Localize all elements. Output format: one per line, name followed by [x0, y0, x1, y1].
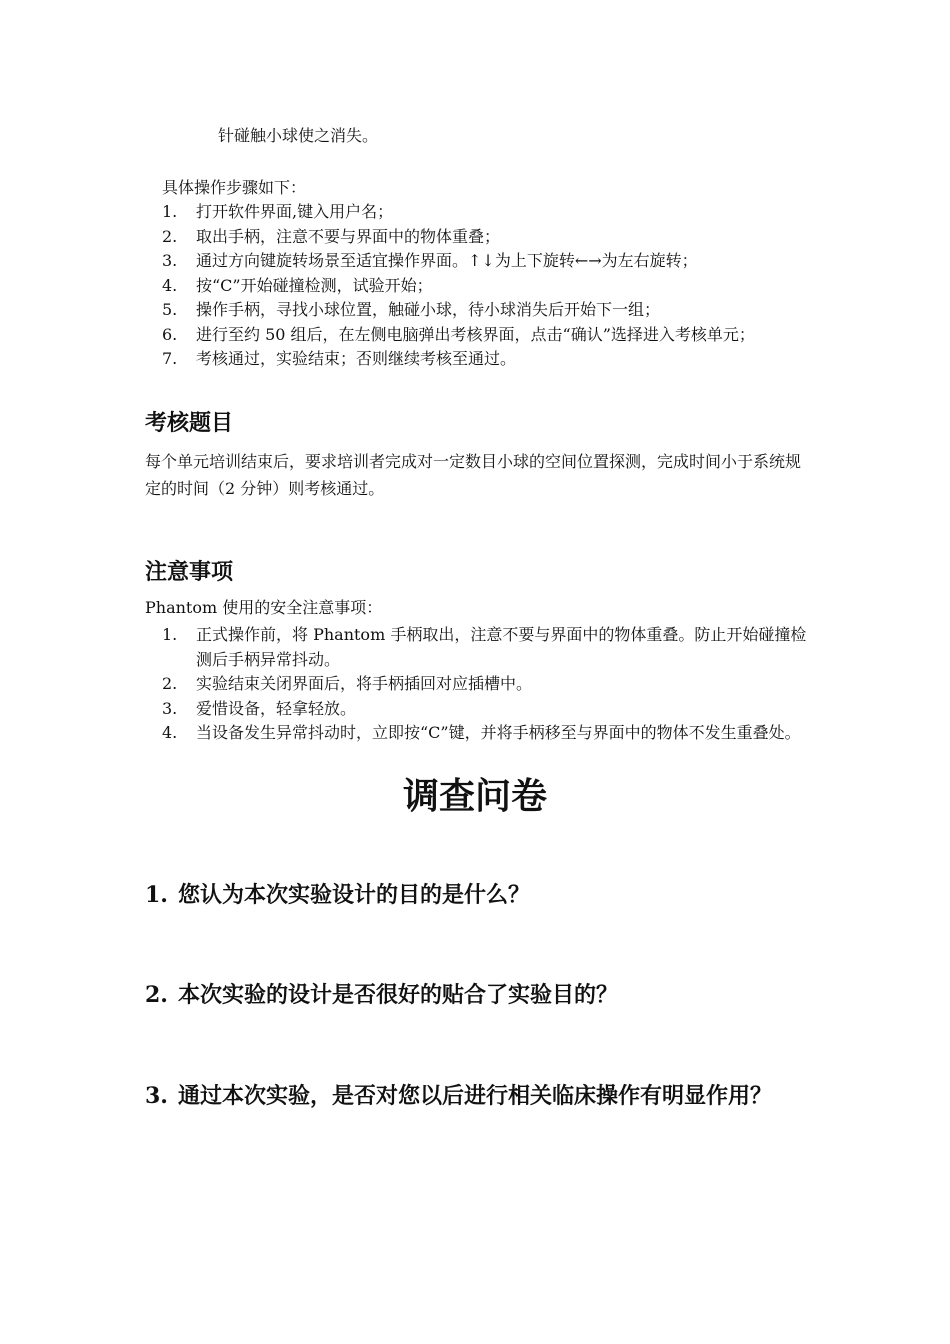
list-text: 实验结束关闭界面后，将手柄插回对应插槽中。: [196, 674, 533, 693]
list-text: 考核通过，实验结束；否则继续考核至通过。: [196, 349, 517, 368]
question-number: 3.: [145, 1083, 168, 1109]
list-item: [162, 623, 812, 672]
list-number: 1.: [162, 202, 178, 221]
list-number: 7.: [162, 349, 178, 368]
list-item: [162, 298, 812, 323]
list-number: 2.: [162, 674, 178, 693]
list-item: [162, 721, 812, 746]
list-text: 正式操作前，将 Phantom 手柄取出，注意不要与界面中的物体重叠。防止开始碰撞检测后手柄异常抖动。: [196, 625, 807, 669]
question-text: 您认为本次实验设计的目的是什么？: [178, 882, 531, 908]
list-text: 进行至约 50 组后，在左侧电脑弹出考核界面，点击“确认”选择进入考核单元；: [196, 324, 755, 344]
list-text: 取出手柄，注意不要与界面中的物体重叠；: [196, 226, 501, 246]
question-number: 1.: [145, 882, 168, 908]
list-item: [162, 697, 812, 722]
intro-continuation: 针碰触小球使之消失。: [218, 126, 379, 145]
list-text: 通过方向键旋转场景至适宜操作界面。↑↓为上下旋转←→为左右旋转；: [196, 251, 698, 270]
list-number: 1.: [162, 625, 178, 644]
list-text: 操作手柄，寻找小球位置，触碰小球，待小球消失后开始下一组；: [196, 300, 661, 319]
list-item: [162, 672, 812, 697]
exam-heading: 考核题目: [145, 411, 234, 436]
list-number: 3.: [162, 251, 178, 270]
list-number: 3.: [162, 698, 178, 718]
question-text: 本次实验的设计是否很好的贴合了实验目的？: [178, 982, 619, 1008]
list-text: 按“C”开始碰撞检测，试验开始；: [196, 275, 433, 295]
list-item: [162, 249, 812, 274]
list-item: [162, 347, 812, 372]
list-number: 6.: [162, 324, 178, 344]
exam-paragraph: 每个单元培训结束后，要求培训者完成对一定数目小球的空间位置探测，完成时间小于系统规定的时间（2 分钟）则考核通过。: [145, 452, 802, 498]
steps-list: [162, 200, 812, 372]
survey-question: [145, 972, 815, 1018]
list-number: 2.: [162, 226, 178, 246]
list-text: 打开软件界面,键入用户名；: [196, 202, 394, 221]
list-text: 当设备发生异常抖动时，立即按“C”键，并将手柄移至与界面中的物体不发生重叠处。: [196, 723, 801, 742]
list-item: [162, 200, 812, 225]
survey-question: [145, 1073, 815, 1119]
question-text: 通过本次实验，是否对您以后进行相关临床操作有明显作用？: [178, 1083, 773, 1109]
safety-list: [162, 623, 812, 746]
list-text: 爱惜设备，轻拿轻放。: [196, 698, 357, 718]
list-item: [162, 323, 812, 348]
steps-intro: 具体操作步骤如下：: [162, 178, 307, 197]
question-number: 2.: [145, 982, 168, 1008]
survey-question: [145, 872, 815, 918]
list-number: 4.: [162, 275, 178, 295]
list-number: 4.: [162, 723, 178, 742]
list-number: 5.: [162, 300, 178, 319]
survey-title: 调查问卷: [402, 776, 547, 817]
list-item: [162, 274, 812, 299]
notes-intro: Phantom 使用的安全注意事项：: [145, 598, 383, 617]
list-item: [162, 225, 812, 250]
notes-heading: 注意事项: [145, 560, 234, 585]
